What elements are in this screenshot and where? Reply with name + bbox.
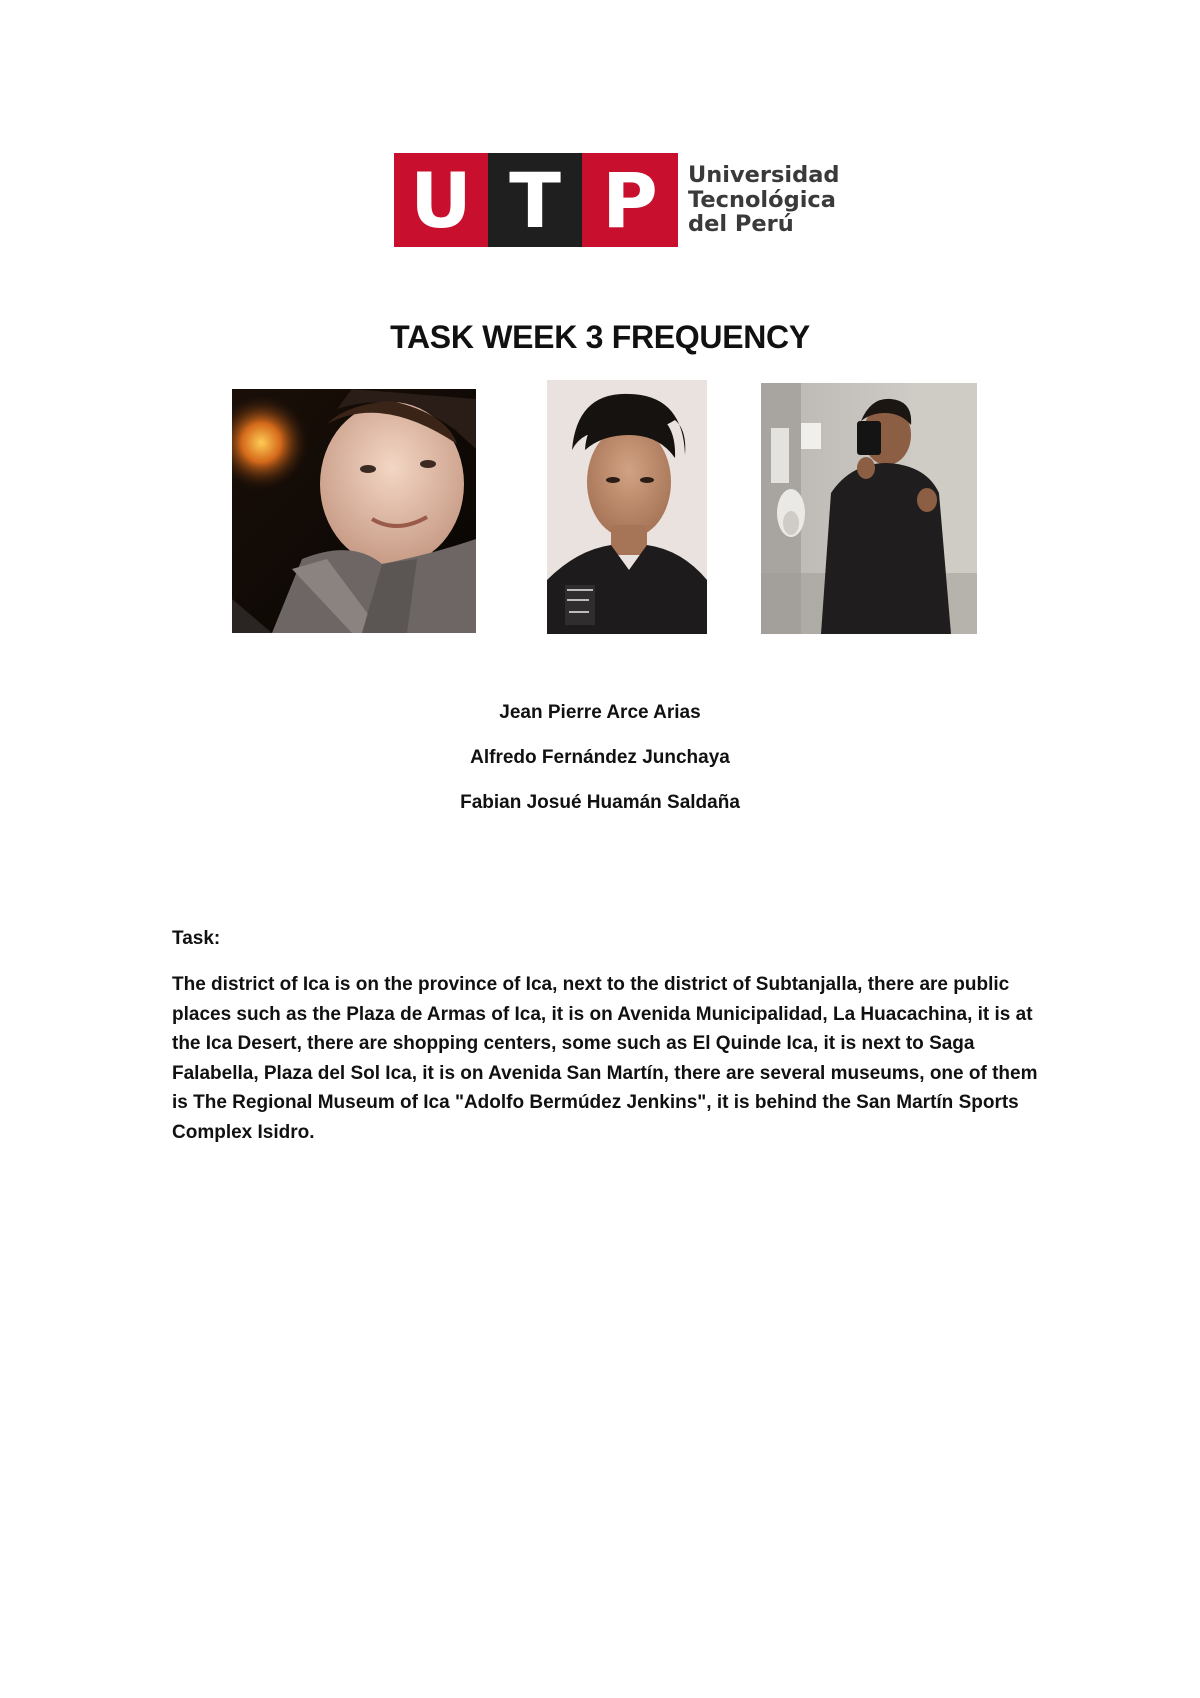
logo-name-line-2: Tecnológica <box>688 186 836 213</box>
author-name: Alfredo Fernández Junchaya <box>470 747 730 768</box>
student-photo-1 <box>232 389 476 633</box>
page-title: TASK WEEK 3 FREQUENCY <box>390 319 810 355</box>
task-body: The district of Ica is on the province of Ica, next to the district of Subtanjalla, there are public places such as the Plaza de Armas of Ica, it is on Avenida Municipalidad, La Huacachina, it is at the Ica Desert, there are shopping centers, some such as El Quinde Ica, it is next to Saga Falabella, Plaza del Sol Ica, it is on Avenida San Martín, there are several museums, one of them is The Regional Museum of Ica "Adolfo Bermúdez Jenkins", it is behind the San Martín Sports Complex Isidro. <box>172 974 1038 1143</box>
student-photo-3 <box>761 383 977 634</box>
logo-letter-p: P <box>582 153 678 247</box>
logo-letter-u: U <box>394 153 488 247</box>
logo-university-name <box>688 163 840 237</box>
author-name: Fabian Josué Huamán Saldaña <box>460 792 740 813</box>
task-label: Task: <box>172 928 221 949</box>
logo-name-line-1: Universidad <box>688 162 840 188</box>
logo-name-line-3: del Perú <box>688 211 794 237</box>
student-photo-2 <box>547 380 707 634</box>
logo-letter-t: T <box>488 153 582 247</box>
utp-logo <box>394 153 840 247</box>
author-name: Jean Pierre Arce Arias <box>499 702 701 723</box>
author-list <box>0 700 1200 835</box>
